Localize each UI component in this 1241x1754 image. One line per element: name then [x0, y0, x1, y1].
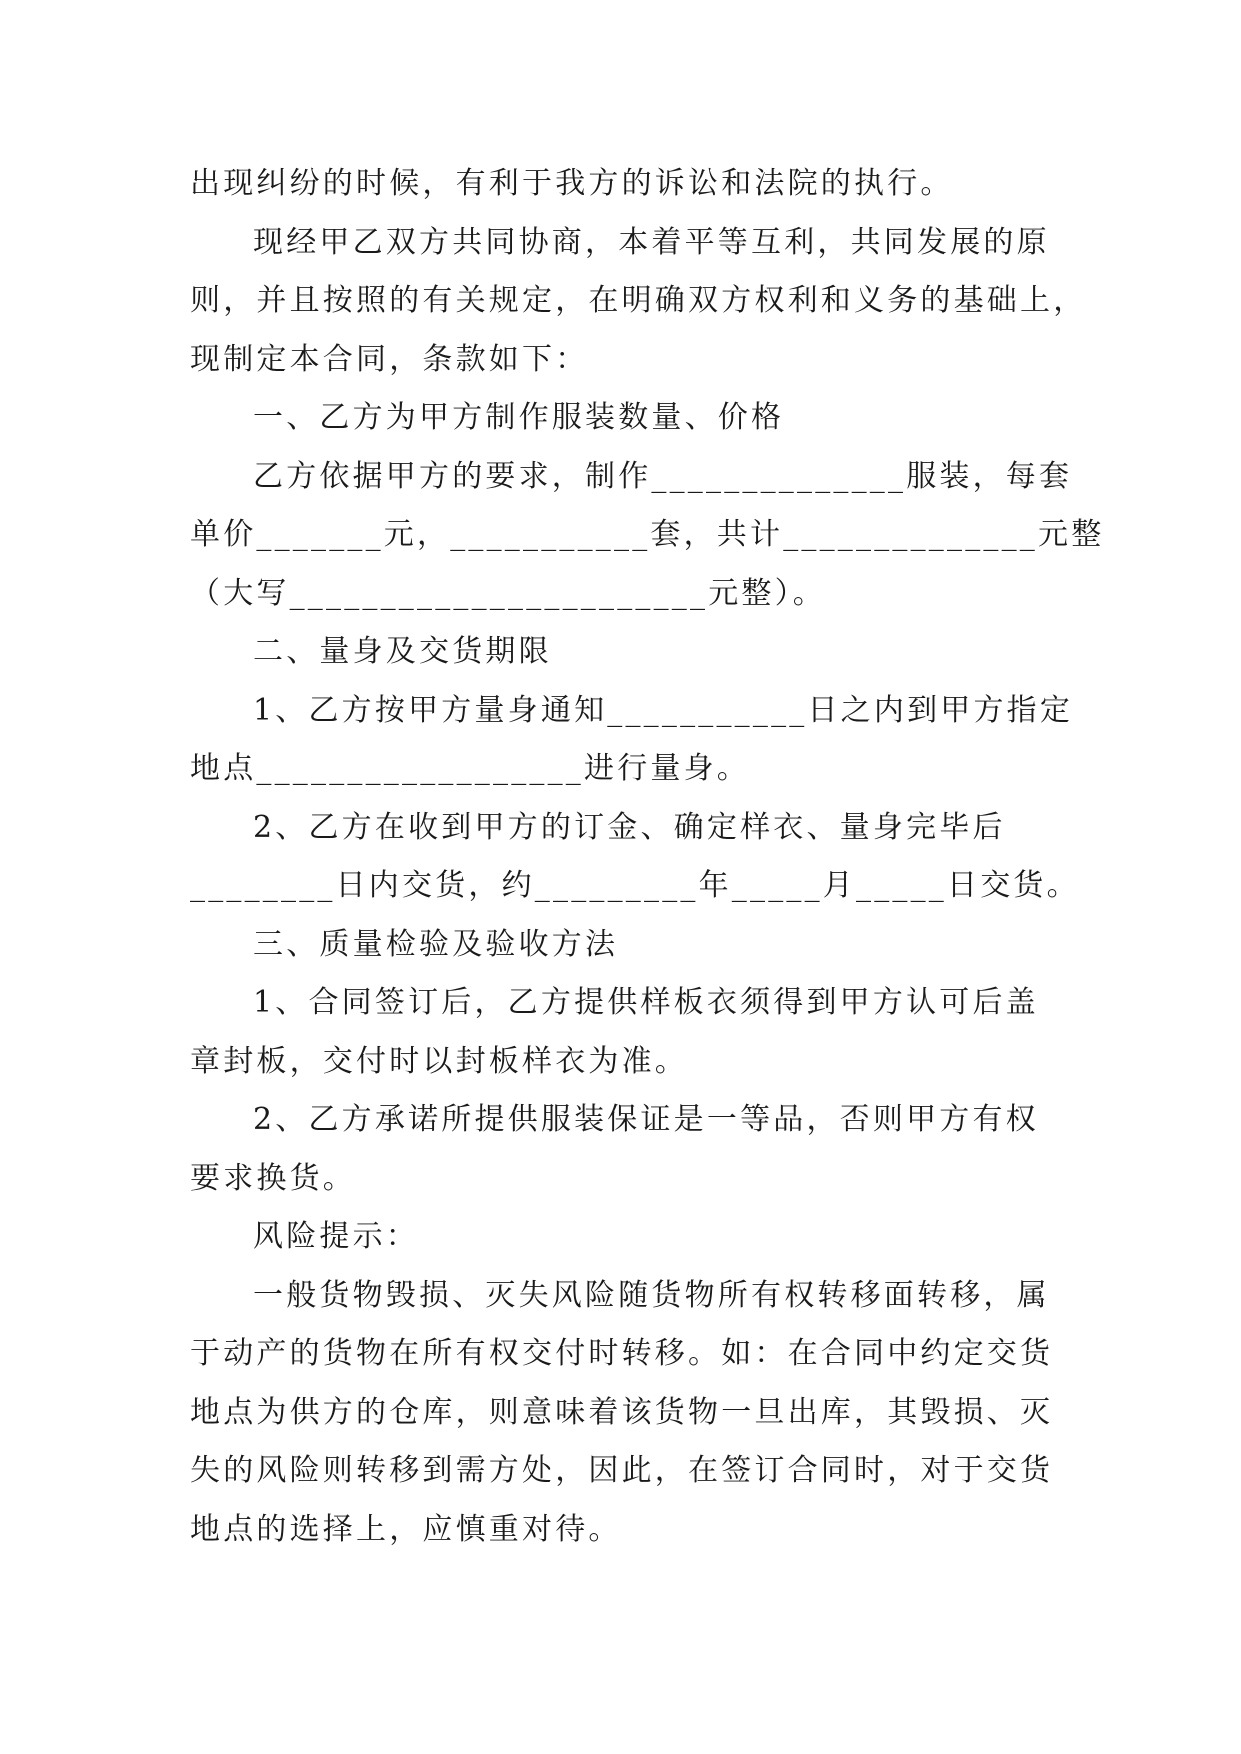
clause-3-1: 1、合同签订后，乙方提供样板衣须得到甲方认可后盖: [253, 985, 1039, 1020]
clause-3-2: 2、乙方承诺所提供服装保证是一等品，否则甲方有权: [253, 1102, 1039, 1137]
paragraph-quantity-price: 乙方依据甲方的要求，制作______________服装，每套: [253, 458, 1073, 494]
text-line: 现制定本合同，条款如下：: [190, 341, 589, 377]
paragraph-consultation: 现经甲乙双方共同协商，本着平等互利，共同发展的原: [253, 224, 1050, 260]
text-line: ________日内交货，约_________年_____月_____日交货。: [190, 868, 1080, 903]
text-line: 地点__________________进行量身。: [190, 751, 750, 786]
text-line: 出现纠纷的时候，有利于我方的诉讼和法院的执行。: [190, 166, 954, 201]
text-line: 失的风险则转移到需方处，因此，在签订合同时，对于交货: [190, 1453, 1054, 1488]
text-line: （大写_______________________元整）。: [190, 575, 826, 611]
text-line: 要求换货。: [190, 1160, 356, 1196]
section-heading-2: 二、量身及交货期限: [253, 634, 552, 669]
clause-2-2: 2、乙方在收到甲方的订金、确定样衣、量身完毕后: [253, 809, 1006, 845]
text-line: 单价_______元，___________套，共计______________元整: [190, 517, 1105, 552]
text-line: 章封板，交付时以封板样衣为准。: [190, 1043, 688, 1079]
risk-paragraph: 一般货物毁损、灭失风险随货物所有权转移面转移，属: [253, 1277, 1050, 1313]
clause-2-1: 1、乙方按甲方量身通知___________日之内到甲方指定: [253, 692, 1074, 728]
risk-heading: 风险提示：: [253, 1219, 419, 1254]
text-line: 地点的选择上，应慎重对待。: [190, 1511, 622, 1547]
text-line: 地点为供方的仓库，则意味着该货物一旦出库，其毁损、灭: [190, 1394, 1054, 1430]
text-line: 于动产的货物在所有权交付时转移。如：在合同中约定交货: [190, 1336, 1054, 1371]
document-page: [190, 155, 1105, 1559]
section-heading-3: 三、质量检验及验收方法: [253, 926, 619, 962]
section-heading-1: 一、乙方为甲方制作服装数量、价格: [253, 400, 785, 435]
text-line: 则，并且按照的有关规定，在明确双方权利和义务的基础上，: [190, 283, 1087, 318]
